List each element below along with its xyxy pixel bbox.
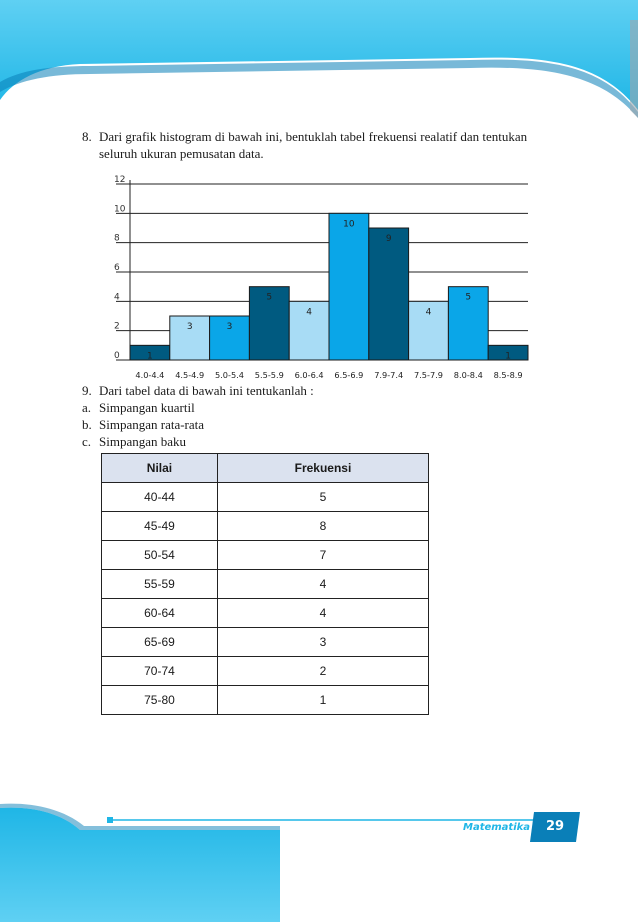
x-tick-label: 4.5-4.9 [175,370,205,380]
histogram-bar [369,228,409,360]
item-letter: b. [82,417,92,432]
y-tick-label: 10 [114,204,126,215]
cell-frekuensi: 5 [217,483,428,512]
table-row [102,541,429,570]
table-header-row [102,454,429,483]
cell-nilai: 65-69 [102,628,218,657]
x-tick-label: 5.0-5.4 [215,370,244,380]
cell-frekuensi: 4 [217,570,428,599]
bar-value-label: 4 [425,307,432,318]
question-text-continued: seluruh ukuran pemusatan data. [99,146,264,161]
bar-value-label: 4 [306,307,312,318]
question-9 [82,382,582,399]
cell-frekuensi: 1 [217,686,428,715]
frequency-table [101,453,429,715]
cell-nilai: 60-64 [102,599,218,628]
cell-frekuensi: 2 [217,657,428,686]
bar-value-label: 3 [186,322,193,332]
item-text: Simpangan kuartil [99,400,195,415]
table-row [102,599,429,628]
table-row [102,657,429,686]
list-item [82,433,382,450]
y-tick-label: 2 [114,321,120,332]
page-number: 29 [545,818,565,834]
cell-nilai: 45-49 [102,512,218,541]
x-tick-label: 7.5-7.9 [414,370,443,380]
cell-nilai: 70-74 [102,657,218,686]
question-number: 8. [82,129,92,144]
table-row [102,483,429,512]
item-text: Simpangan rata-rata [99,417,205,432]
list-item [82,399,382,416]
list-item [82,416,382,433]
column-header-frekuensi: Frekuensi [217,454,428,483]
x-tick-label: 6.0-6.4 [294,370,324,380]
bar-value-label: 5 [266,292,273,303]
page-header-decoration [0,0,638,120]
table-row [102,686,429,715]
column-header-nilai: Nilai [102,454,218,483]
bar-value-label: 3 [226,322,233,332]
histogram-chart [104,174,536,384]
histogram-bar [329,213,369,360]
cell-frekuensi: 7 [217,541,428,570]
question-8 [82,128,582,162]
table-row [102,628,429,657]
bar-value-label: 5 [465,292,472,303]
item-letter: c. [82,434,92,449]
question-text: Dari grafik histogram di bawah ini, bentuklah tabel frekuensi realatif dan tentukan [99,129,528,144]
cell-frekuensi: 4 [217,599,428,628]
y-tick-label: 8 [114,233,120,244]
bar-value-label: 1 [505,351,511,362]
cell-nilai: 50-54 [102,541,218,570]
x-tick-label: 6.5-6.9 [334,370,364,380]
y-tick-label: 12 [114,175,126,185]
footer-subject-label: Matematika [463,822,531,833]
cell-frekuensi: 3 [217,628,428,657]
bar-value-label: 10 [343,219,355,230]
table-row [102,570,429,599]
cell-nilai: 55-59 [102,570,218,599]
page-footer-decoration [0,790,638,922]
y-tick-label: 6 [114,263,120,273]
x-tick-label: 8.0-8.4 [453,370,483,380]
bar-value-label: 9 [385,234,392,244]
x-tick-label: 8.5-8.9 [493,370,523,380]
table-row [102,512,429,541]
y-tick-label: 0 [114,351,120,361]
y-tick-label: 4 [114,292,120,303]
question-9-items [82,399,382,450]
histogram-svg [104,174,536,384]
bar-value-label: 1 [147,351,153,362]
cell-nilai: 75-80 [102,686,218,715]
question-number: 9. [82,383,92,398]
x-tick-label: 4.0-4.4 [135,370,165,380]
x-tick-label: 7.9-7.4 [374,370,404,380]
item-text: Simpangan baku [99,434,187,449]
x-tick-label: 5.5-5.9 [254,370,284,380]
item-letter: a. [82,400,92,415]
cell-nilai: 40-44 [102,483,218,512]
cell-frekuensi: 8 [217,512,428,541]
question-text: Dari tabel data di bawah ini tentukanlah : [99,383,314,398]
